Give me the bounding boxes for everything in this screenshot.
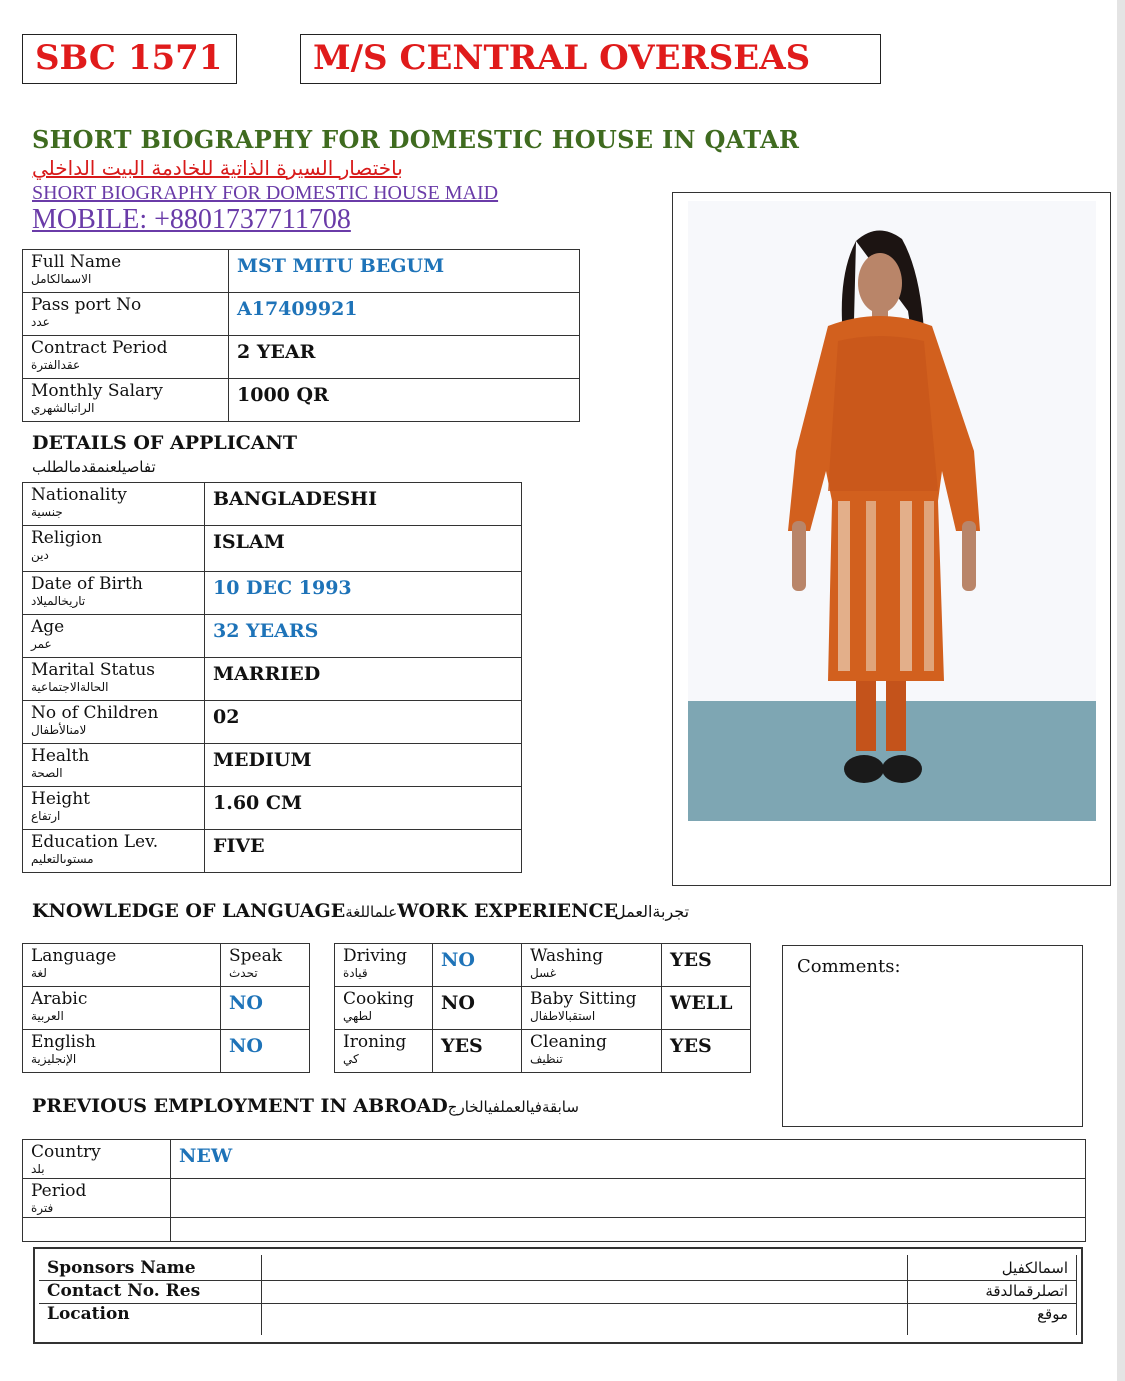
cell-label-arabic: لغة [31, 966, 47, 980]
language-heading [32, 900, 618, 922]
table-row [23, 658, 522, 701]
cell-label: Pass port No [31, 295, 142, 315]
cell-label-arabic: جنسية [31, 505, 63, 519]
cell-label: Speak [229, 946, 283, 966]
sponsor-divider [39, 1280, 1077, 1281]
cell-label: Health [31, 746, 90, 766]
dob-value: 10 DEC 1993 [213, 577, 352, 599]
main-title: SHORT BIOGRAPHY FOR DOMESTIC HOUSE IN QATAR [32, 125, 800, 154]
cell-label: Height [31, 789, 90, 809]
cell-label-arabic: عقدالفترة [31, 358, 81, 372]
cell-label-arabic: بلد [31, 1162, 45, 1176]
cell-label-arabic: الإنجليزية [31, 1052, 77, 1066]
page-edge [1117, 0, 1125, 1381]
contract-value: 2 YEAR [237, 341, 316, 363]
cell-label-arabic: استقبالاطفال [530, 1009, 596, 1023]
cell-label: Driving [343, 946, 408, 966]
cell-label: Arabic [31, 989, 88, 1009]
language-heading-text: KNOWLEDGE OF LANGUAGE [32, 900, 346, 922]
cell-label-arabic: قيادة [343, 966, 368, 980]
english-speak-value: NO [229, 1035, 263, 1057]
cell-label: Full Name [31, 252, 122, 272]
table-row [23, 250, 580, 293]
contact-no-label: Contact No. Res [47, 1281, 201, 1301]
comments-box [782, 945, 1083, 1127]
table-row [23, 1179, 1086, 1218]
table-row [23, 572, 522, 615]
details-table [22, 482, 522, 873]
applicant-photo [688, 201, 1096, 821]
sub-title: SHORT BIOGRAPHY FOR DOMESTIC HOUSE MAID [32, 182, 499, 204]
cell-label-arabic: تحدث [229, 966, 258, 980]
main-title-arabic: باختصار السيرة الذاتية للخادمة البيت الداخلي [32, 156, 403, 180]
work-table [334, 943, 751, 1073]
salary-value: 1000 QR [237, 384, 329, 406]
location-label: Location [47, 1304, 130, 1324]
cell-label-arabic: تاريخالميلاد [31, 594, 86, 608]
cell-label-arabic: مستوىالتعليم [31, 852, 94, 866]
period-value [179, 1181, 1077, 1183]
table-row [23, 483, 522, 526]
agency-name-box: M/S CENTRAL OVERSEAS [300, 34, 881, 84]
sponsor-table [39, 1255, 1077, 1335]
cell-label-arabic: كي [343, 1052, 359, 1066]
table-row [23, 744, 522, 787]
comments-label: Comments: [797, 956, 901, 977]
table-row [23, 987, 310, 1030]
cleaning-value: YES [670, 1035, 712, 1057]
contact-no-arabic: اتصلرقمالدقة [985, 1282, 1068, 1300]
table-row [23, 701, 522, 744]
table-row [39, 1255, 1077, 1335]
table-row [23, 830, 522, 873]
arabic-speak-value: NO [229, 992, 263, 1014]
cell-label: Language [31, 946, 117, 966]
children-value: 02 [213, 706, 240, 728]
cell-label: Date of Birth [31, 574, 143, 594]
cell-label: Marital Status [31, 660, 156, 680]
sponsor-name-arabic: اسمالكفيل [1001, 1259, 1068, 1277]
cell-label-arabic: عمر [31, 637, 52, 651]
table-row [23, 1030, 310, 1073]
cell-label: Nationality [31, 485, 127, 505]
sponsor-divider [39, 1303, 1077, 1304]
cell-label-arabic: الاسمالكامل [31, 272, 92, 286]
cell-label-arabic: عدد [31, 315, 50, 329]
cell-label: Period [31, 1181, 87, 1201]
cell-label-arabic: غسل [530, 966, 557, 980]
table-row [23, 1140, 1086, 1179]
cell-label-arabic: الحالةالاجتماعية [31, 680, 109, 694]
basic-info-table [22, 249, 580, 422]
cell-label: Contract Period [31, 338, 168, 358]
cell-label-arabic: دين [31, 548, 49, 562]
height-value: 1.60 CM [213, 792, 303, 814]
health-value: MEDIUM [213, 749, 312, 771]
cell-label-arabic: تنظيف [530, 1052, 563, 1066]
table-row [23, 944, 310, 987]
applicant-photo-drawing [688, 201, 1096, 821]
cell-label-arabic: العربية [31, 1009, 64, 1023]
cell-label-arabic: الصحة [31, 766, 63, 780]
cell-label: Cooking [343, 989, 415, 1009]
details-heading: DETAILS OF APPLICANT [32, 432, 297, 454]
location-arabic: موقع [1037, 1305, 1068, 1323]
table-row [23, 379, 580, 422]
religion-value: ISLAM [213, 531, 285, 553]
cell-label: English [31, 1032, 96, 1052]
previous-heading-arabic: سابقةفيالعملفيالخارج [447, 1098, 579, 1116]
cell-label: Washing [530, 946, 604, 966]
table-row [23, 787, 522, 830]
washing-value: YES [670, 949, 712, 971]
sponsor-name-label: Sponsors Name [47, 1258, 196, 1278]
table-row [23, 526, 522, 572]
work-heading-arabic: تجربةالعمل [614, 902, 690, 921]
sbc-code-box: SBC 1571 [22, 34, 237, 84]
table-row [23, 1218, 1086, 1242]
driving-value: NO [441, 949, 475, 971]
ironing-value: YES [441, 1035, 483, 1057]
marital-value: MARRIED [213, 663, 321, 685]
baby-sitting-value: WELL [670, 992, 733, 1014]
work-heading-text: WORK EXPERIENCE [397, 900, 619, 922]
age-value: 32 YEARS [213, 620, 319, 642]
education-value: FIVE [213, 835, 265, 857]
cell-label: No of Children [31, 703, 159, 723]
photo-frame [672, 192, 1111, 886]
cell-label-arabic: الراتبالشهري [31, 401, 95, 415]
previous-heading [32, 1095, 579, 1117]
details-heading-arabic: تفاصيلعنمقدمالطلب [32, 458, 156, 476]
mobile-number: MOBILE: +8801737711708 [32, 204, 351, 235]
language-heading-arabic: علماللغة [345, 903, 398, 921]
cell-label: Age [31, 617, 65, 637]
table-row [23, 615, 522, 658]
country-value: NEW [179, 1145, 233, 1167]
cell-label-arabic: فترة [31, 1201, 54, 1215]
table-row [335, 1030, 751, 1073]
language-table [22, 943, 310, 1073]
previous-employment-table [22, 1139, 1086, 1242]
cooking-value: NO [441, 992, 475, 1014]
table-row [23, 293, 580, 336]
cell-label: Baby Sitting [530, 989, 637, 1009]
nationality-value: BANGLADESHI [213, 488, 378, 510]
cell-label: Education Lev. [31, 832, 159, 852]
table-row [335, 944, 751, 987]
previous-heading-text: PREVIOUS EMPLOYMENT IN ABROAD [32, 1095, 448, 1117]
cell-label: Ironing [343, 1032, 407, 1052]
table-row [23, 336, 580, 379]
cell-label: Monthly Salary [31, 381, 163, 401]
cell-label-arabic: لامنالأطفال [31, 723, 87, 737]
cell-label: Country [31, 1142, 101, 1162]
cell-label: Religion [31, 528, 103, 548]
full-name-value: MST MITU BEGUM [237, 255, 445, 277]
cell-label-arabic: لطهي [343, 1009, 373, 1023]
sponsor-block [33, 1247, 1083, 1344]
passport-value: A17409921 [237, 298, 358, 320]
cell-label: Cleaning [530, 1032, 607, 1052]
cell-label-arabic: ارتفاع [31, 809, 61, 823]
table-row [335, 987, 751, 1030]
